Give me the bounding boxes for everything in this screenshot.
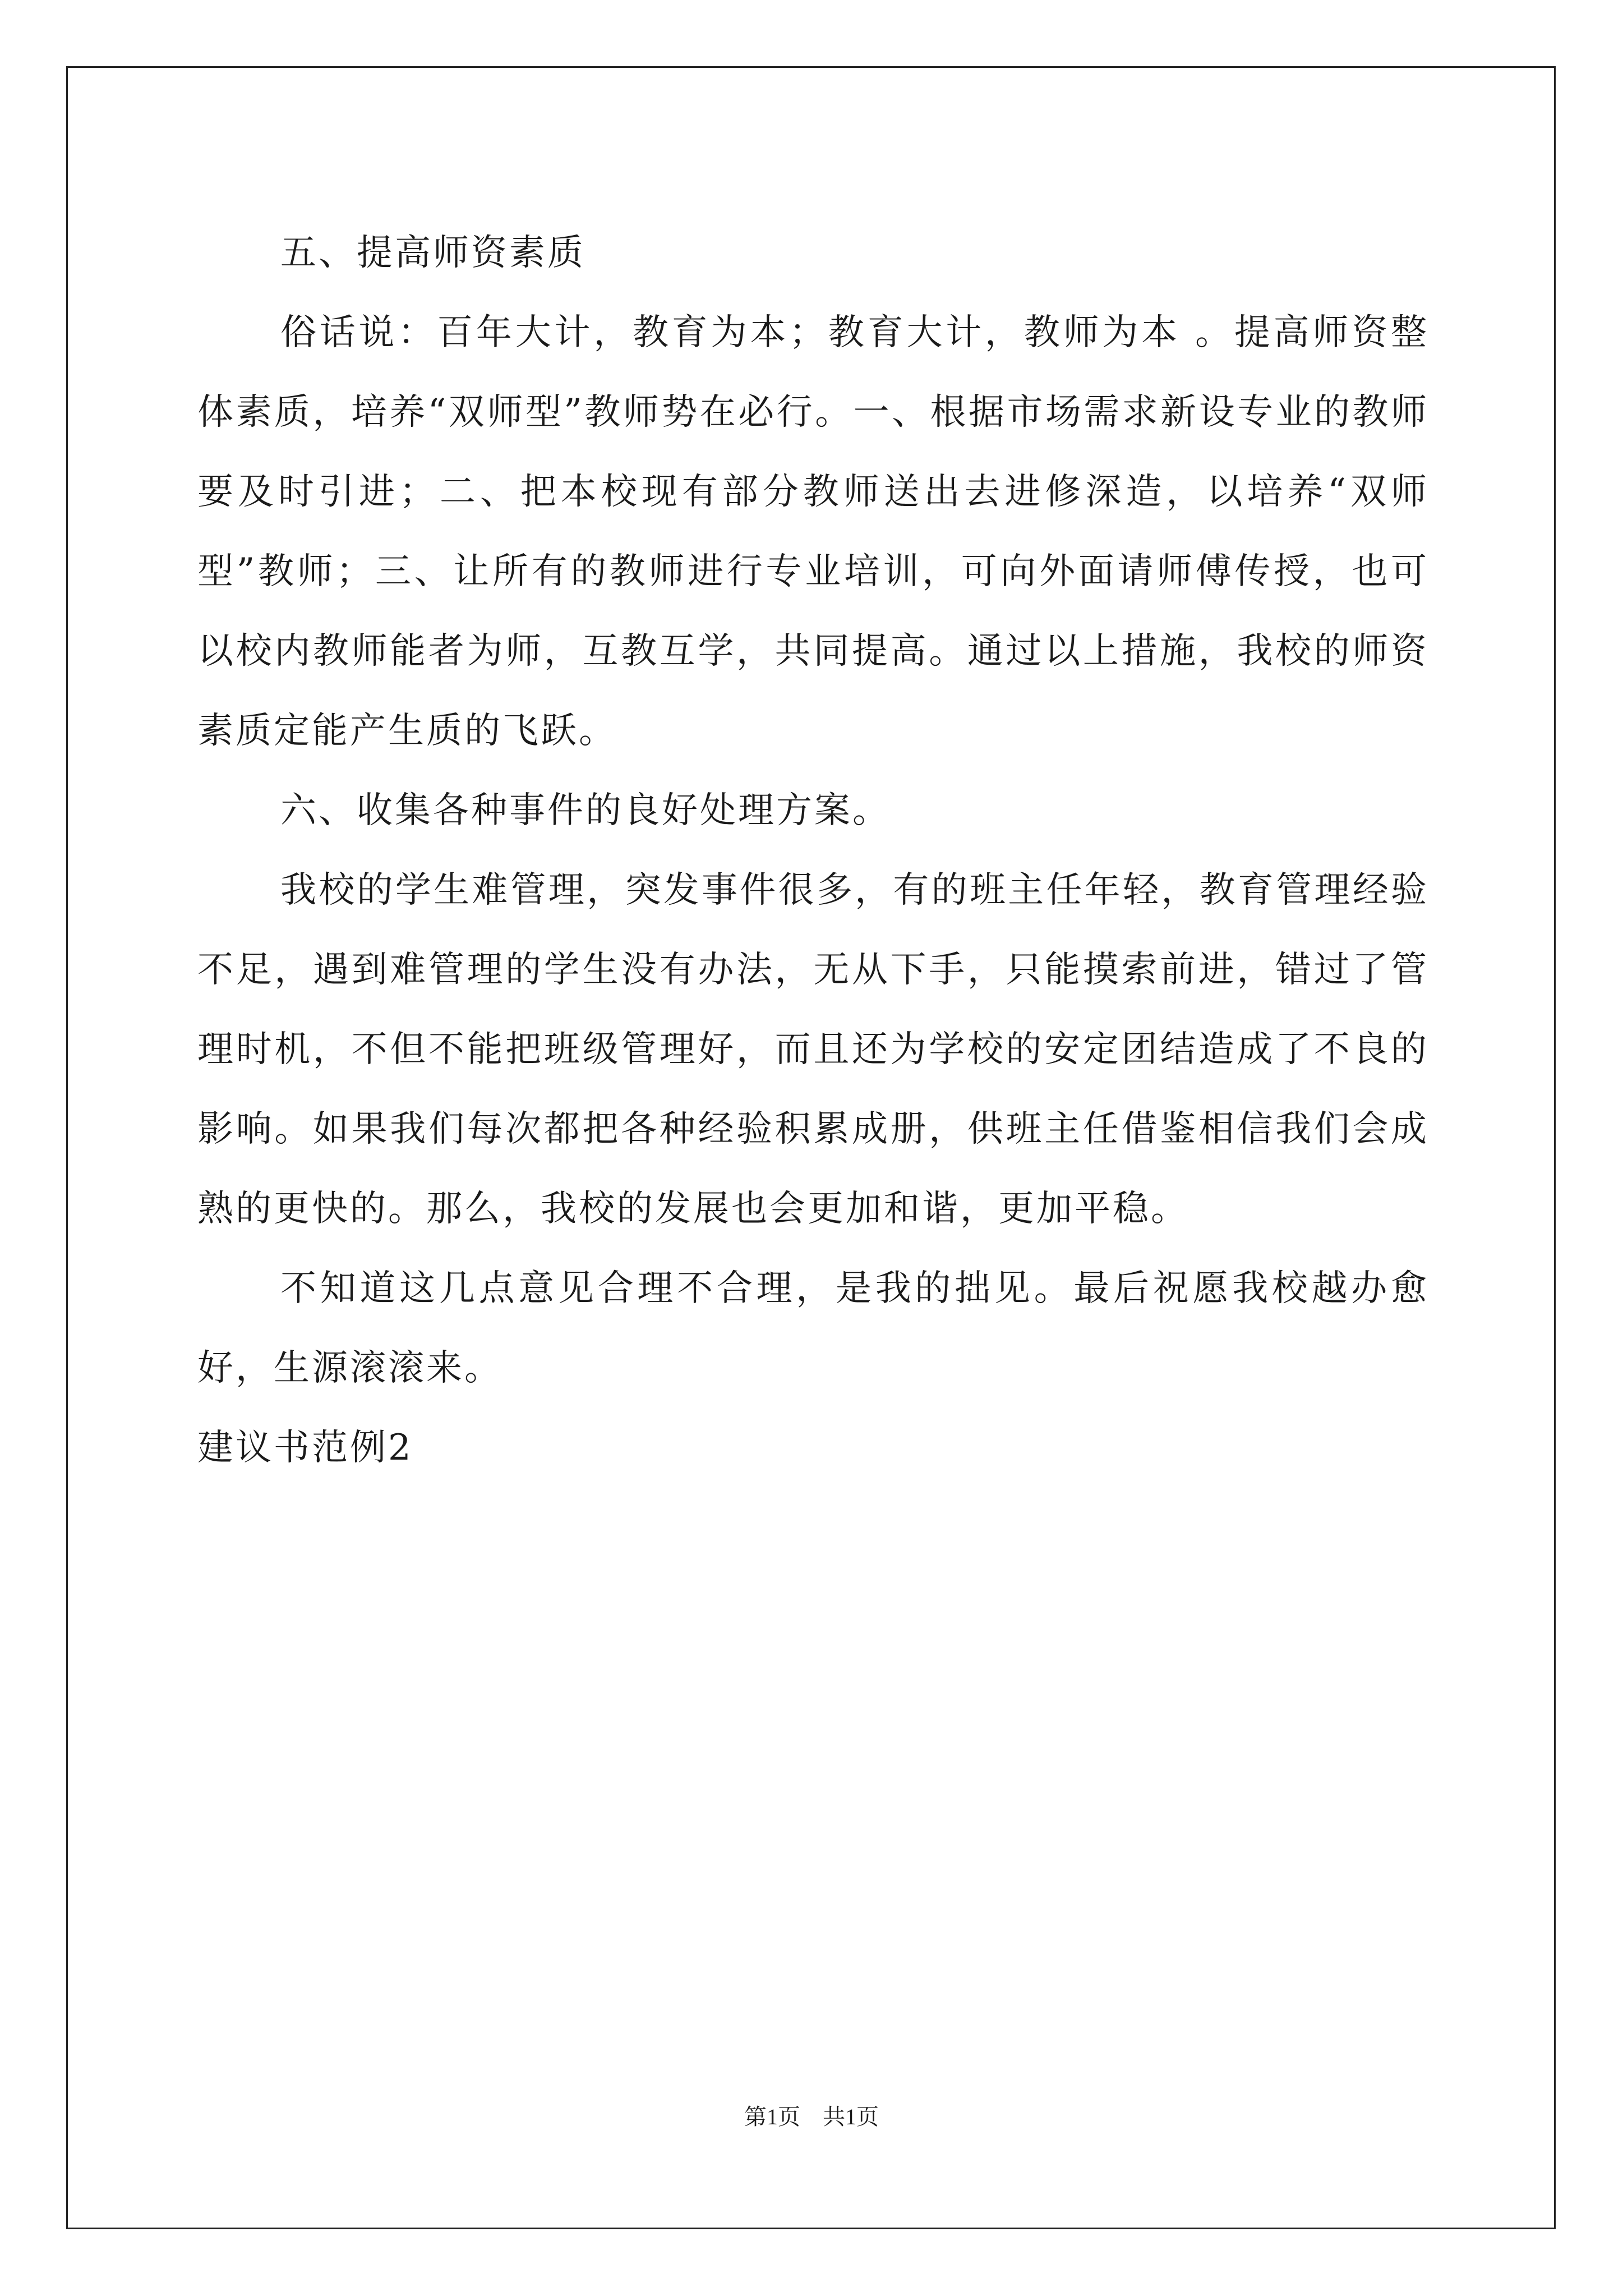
section-heading-5: 五、提高师资素质 — [280, 232, 585, 274]
section-title-example-2: 建议书范例2 — [197, 1427, 413, 1469]
page-footer: 第1页 共1页 — [744, 2104, 879, 2129]
document-body — [197, 213, 1429, 1488]
section-heading-6: 六、收集各种事件的良好处理方案。 — [280, 790, 891, 831]
paragraph-teacher-quality: 俗话说：百年大计，教育为本；教育大计，教师为本 。提高师资整体素质，培养“双师型”教师势在必行。一、根据市场需求新设专业的教师要及时引进；二、把本校现有部分教师送出去进修深造，以培养“双师型”教师；三、让所有的教师进行专业培训，可向外面请师傅传授，也可以校内教师能者为师，互教互学，共同提高。通过以上措施，我校的师资素质定能产生质的飞跃。 — [197, 312, 1429, 752]
paragraph-closing: 不知道这几点意见合理不合理，是我的拙见。最后祝愿我校越办愈好，生源滚滚来。 — [197, 1268, 1429, 1389]
paragraph-incident-handling: 我校的学生难管理，突发事件很多，有的班主任年轻，教育管理经验不足，遇到难管理的学生没有办法，无从下手，只能摸索前进，错过了管理时机，不但不能把班级管理好，而且还为学校的安定团结造成了不良的影响。如果我们每次都把各种经验积累成册，供班主任借鉴相信我们会成熟的更快的。那么，我校的发展也会更加和谐，更加平稳。 — [197, 869, 1429, 1230]
